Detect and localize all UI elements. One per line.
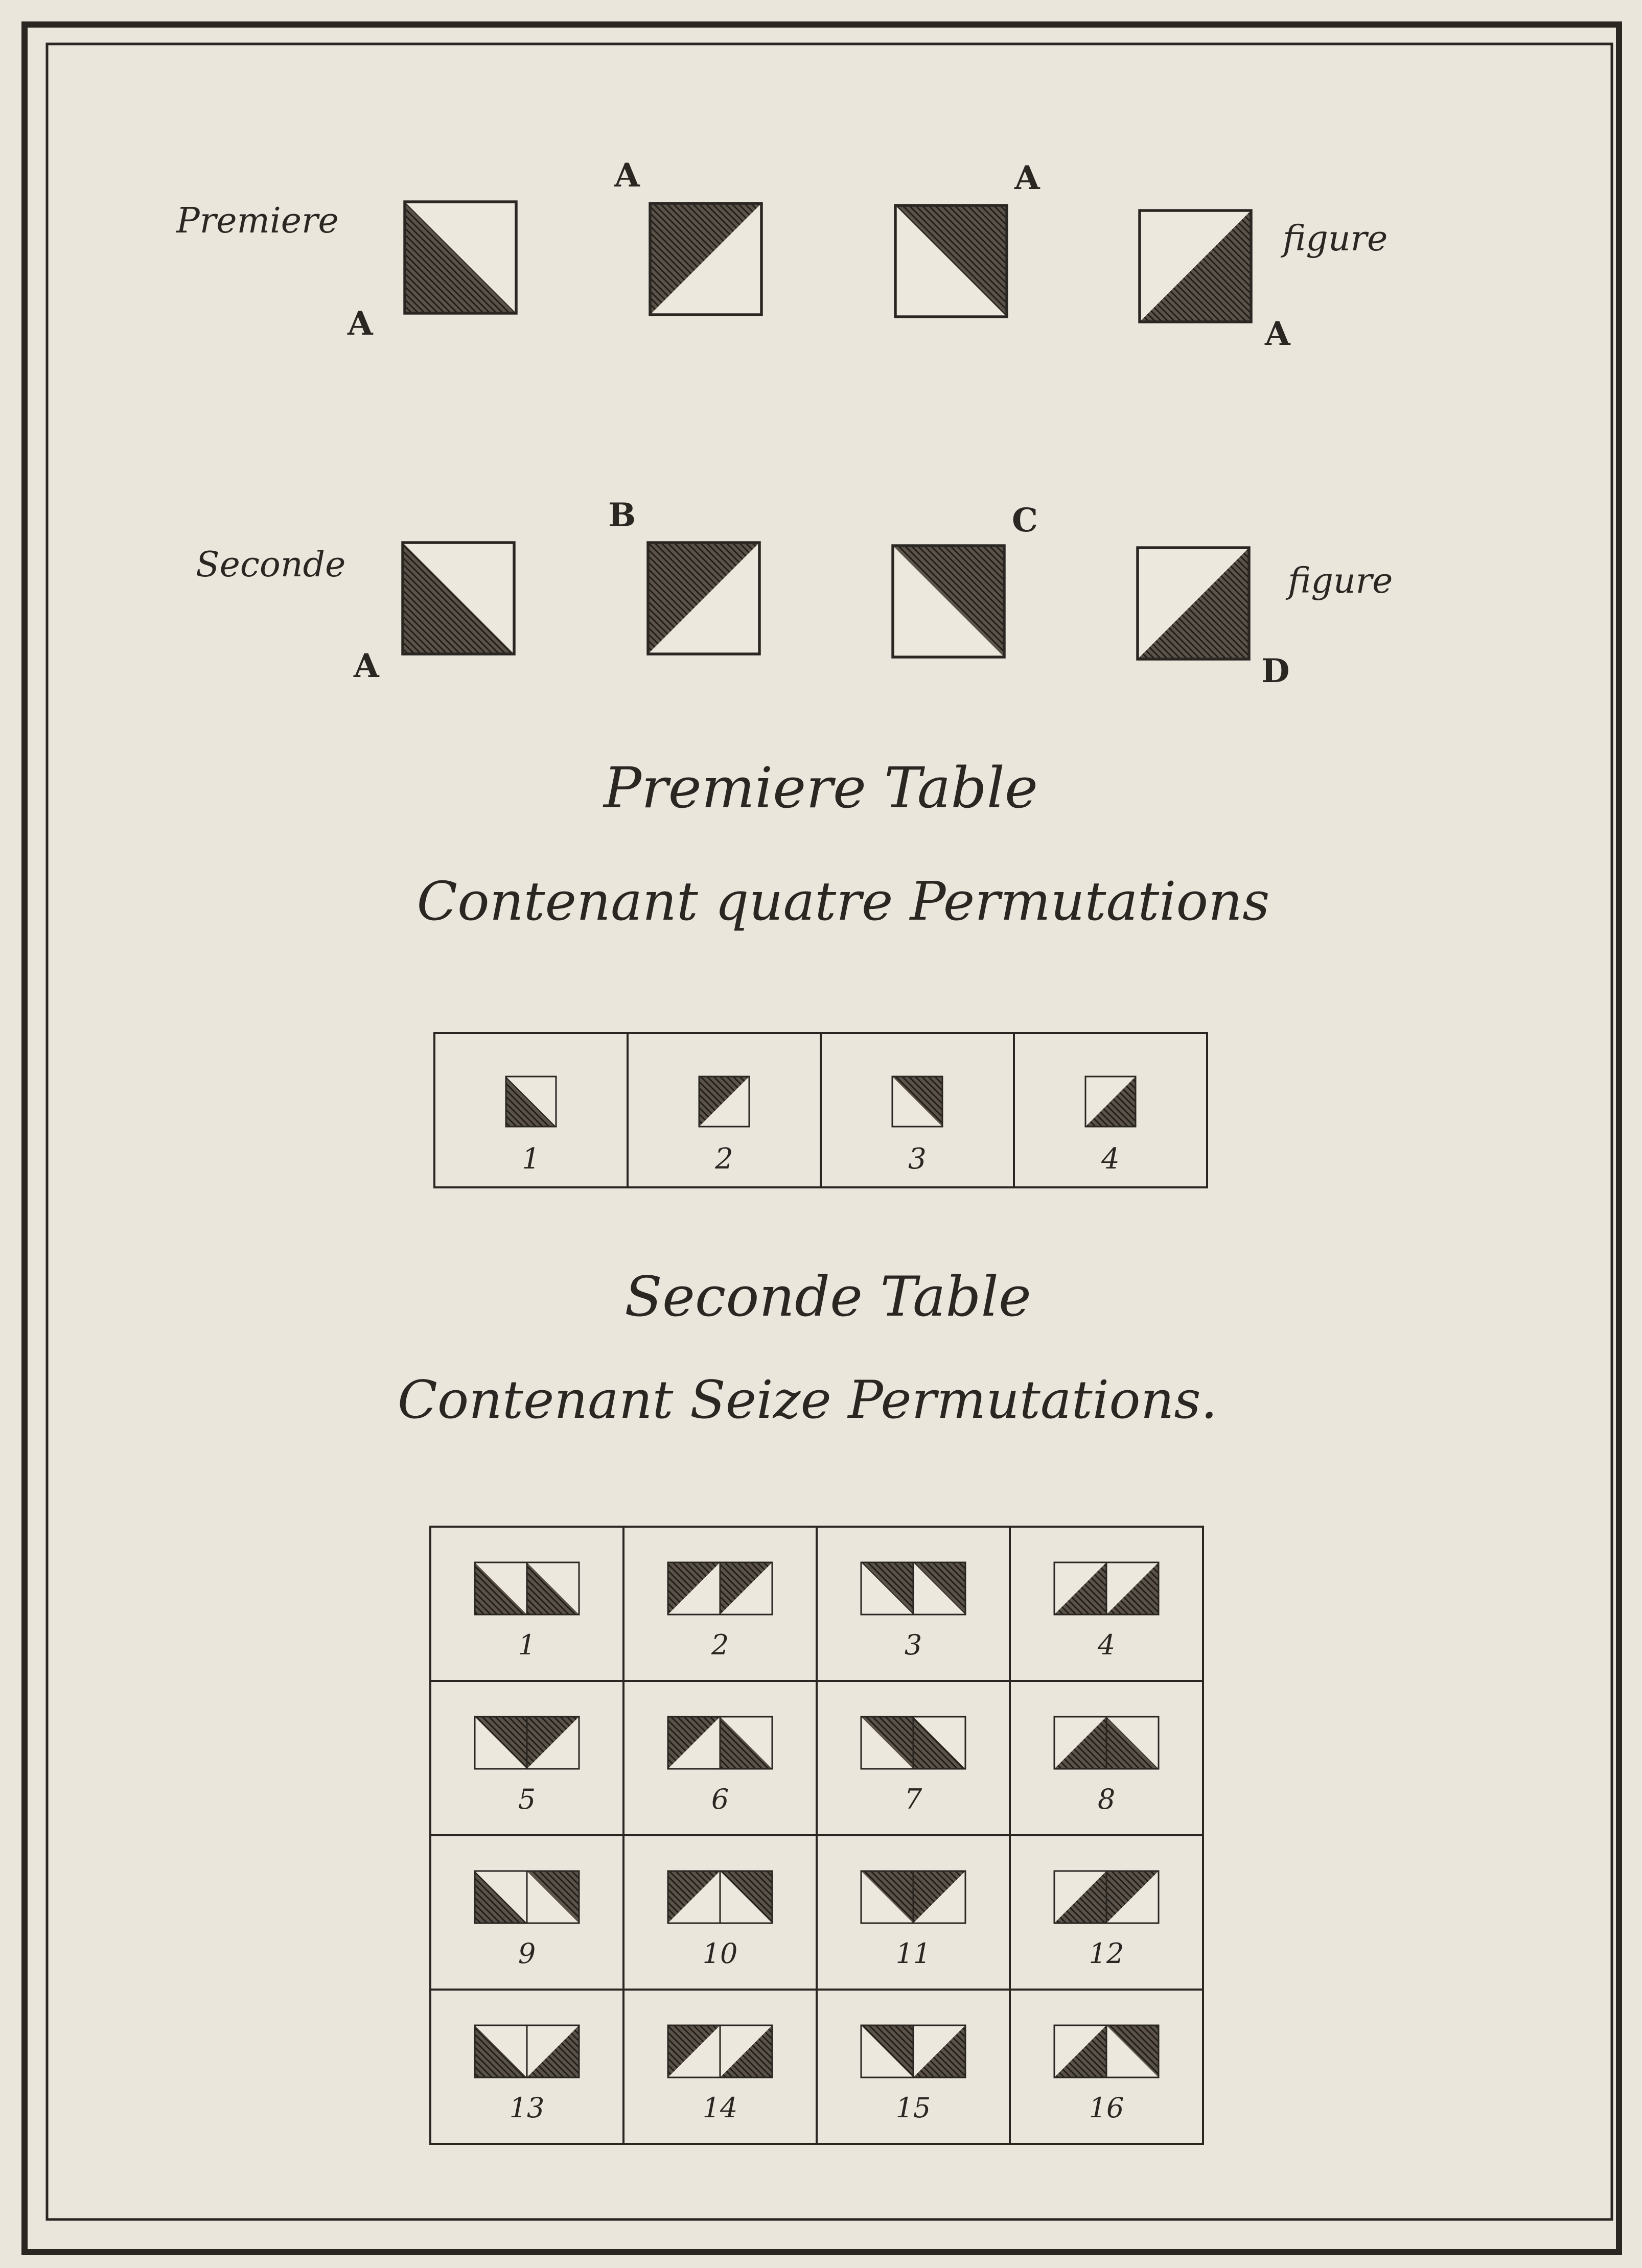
table2-cell-number: 10 — [702, 1937, 738, 1970]
table2-cell-10 — [623, 1835, 817, 1990]
premiere-letter-1: A — [348, 305, 373, 343]
table2-cell-2 — [623, 1527, 817, 1681]
table2-cell-3 — [817, 1527, 1010, 1681]
table2-cell-5 — [430, 1681, 623, 1835]
table2-subtitle: Contenant Seize Permutations. — [397, 1370, 1218, 1431]
table2-cell-tile-left — [1054, 1717, 1106, 1769]
table2-cell-1 — [430, 1527, 623, 1681]
table2-cell-11 — [817, 1835, 1010, 1990]
premiere-letter-2: A — [614, 156, 640, 195]
table2-cell-number: 3 — [904, 1629, 922, 1661]
seconde-letter-4: D — [1261, 652, 1290, 690]
table1-cell-1 — [434, 1033, 628, 1187]
table2-cell-tile-right — [720, 2025, 772, 2077]
table2-cell-tile-right — [913, 1871, 965, 1923]
table2-cell-number: 5 — [518, 1783, 536, 1815]
table2-cell-tile-left — [668, 1871, 720, 1923]
premiere-tile-3 — [895, 205, 1007, 317]
seconde-figure-label: figure — [1288, 561, 1393, 601]
table2-cell-7 — [817, 1681, 1010, 1835]
seconde-tile-1 — [403, 543, 514, 654]
seconde-tile-4 — [1138, 548, 1249, 659]
table2-cell-number: 8 — [1097, 1783, 1116, 1815]
table2-cell-tile-right — [527, 1717, 579, 1769]
table2-cell-tile-left — [668, 1717, 720, 1769]
table2-cell-13 — [430, 1990, 623, 2144]
table1-subtitle: Contenant quatre Permutations — [417, 870, 1270, 932]
table2-cell-tile-right — [720, 1717, 772, 1769]
table1-cell-tile — [1085, 1077, 1136, 1127]
table1-title: Premiere Table — [603, 755, 1038, 821]
seconde-label: Seconde — [196, 545, 346, 585]
table2-cell-tile-left — [475, 1871, 527, 1923]
table1-cell-number: 4 — [1101, 1142, 1120, 1176]
table2-cell-number: 4 — [1097, 1629, 1116, 1661]
table2-cell-tile-left — [668, 2025, 720, 2077]
table2-cell-tile-right — [913, 1562, 965, 1615]
table2-cell-4 — [1010, 1527, 1203, 1681]
seconde-letter-1: A — [354, 647, 379, 685]
table2-cell-tile-left — [668, 1562, 720, 1615]
table1-cell-number: 3 — [908, 1142, 927, 1176]
table2-cell-tile-right — [527, 1871, 579, 1923]
table2-title: Seconde Table — [625, 1265, 1031, 1329]
table2-cell-number: 1 — [518, 1629, 536, 1661]
premiere-figure-label: figure — [1283, 219, 1388, 259]
table2-cell-number: 6 — [711, 1783, 729, 1815]
table2-cell-15 — [817, 1990, 1010, 2144]
premiere-figure-tiles — [347, 156, 1291, 353]
table2-cell-12 — [1010, 1835, 1203, 1990]
table2-cell-9 — [430, 1835, 623, 1990]
table2-cell-tile-right — [1106, 1871, 1159, 1923]
table2-cell-tile-right — [1106, 2025, 1159, 2077]
premiere-tile-4 — [1140, 211, 1251, 322]
table2-cell-tile-left — [861, 2025, 913, 2077]
table1-cell-tile — [892, 1077, 942, 1127]
table2-cell-tile-right — [1106, 1562, 1159, 1615]
premiere-tile-1 — [405, 202, 516, 313]
table2-cell-tile-left — [861, 1871, 913, 1923]
table1-cell-number: 1 — [522, 1142, 540, 1176]
table1-cell-tile — [699, 1077, 749, 1127]
premiere-label: Premiere — [176, 201, 339, 241]
premiere-letter-3: A — [1014, 159, 1040, 197]
table2-cell-number: 12 — [1089, 1937, 1124, 1970]
table1-cell-tile — [506, 1077, 556, 1127]
table2-cell-tile-right — [527, 1562, 579, 1615]
table2-cell-tile-right — [913, 1717, 965, 1769]
seconde-tile-3 — [893, 546, 1004, 657]
table1-cell-number: 2 — [715, 1142, 733, 1176]
premiere-letter-4: A — [1265, 315, 1290, 353]
table2-cell-14 — [623, 1990, 817, 2144]
table2-cell-tile-left — [1054, 1871, 1106, 1923]
table1-cell-4 — [1014, 1033, 1207, 1187]
table2-cell-8 — [1010, 1681, 1203, 1835]
table2-cell-number: 11 — [895, 1937, 931, 1970]
table2-cell-tile-right — [527, 2025, 579, 2077]
table2-cell-tile-right — [1106, 1717, 1159, 1769]
seconde-letter-3: C — [1012, 501, 1038, 540]
table2-cell-tile-left — [1054, 2025, 1106, 2077]
premiere-tile-2 — [650, 203, 761, 315]
table2-cell-number: 13 — [509, 2092, 545, 2124]
table2-cell-tile-left — [475, 1562, 527, 1615]
table2-cell-tile-left — [861, 1717, 913, 1769]
seconde-tile-2 — [648, 543, 759, 654]
table2-cell-number: 15 — [895, 2092, 931, 2124]
table2-cell-tile-left — [861, 1562, 913, 1615]
table2-cell-tile-left — [1054, 1562, 1106, 1615]
table2-cell-tile-right — [720, 1562, 772, 1615]
table2-cell-16 — [1010, 1990, 1203, 2144]
table1-cell-2 — [628, 1033, 821, 1187]
table2-cell-6 — [623, 1681, 817, 1835]
table2-cell-number: 9 — [518, 1937, 536, 1970]
table2-cell-tile-right — [720, 1871, 772, 1923]
table2-cell-number: 14 — [702, 2092, 738, 2124]
table1-grid — [434, 1033, 1207, 1187]
table2-cell-number: 7 — [904, 1783, 922, 1815]
table2-cell-tile-left — [475, 2025, 527, 2077]
table2-cell-tile-left — [475, 1717, 527, 1769]
table1-cell-3 — [821, 1033, 1014, 1187]
inner-frame — [47, 44, 1612, 2219]
table2-grid — [430, 1527, 1203, 2144]
table2-cell-number: 2 — [711, 1629, 729, 1661]
table2-cell-tile-right — [913, 2025, 965, 2077]
seconde-figure-tiles — [353, 496, 1290, 690]
table2-cell-number: 16 — [1089, 2092, 1124, 2124]
seconde-letter-2: B — [608, 496, 636, 534]
